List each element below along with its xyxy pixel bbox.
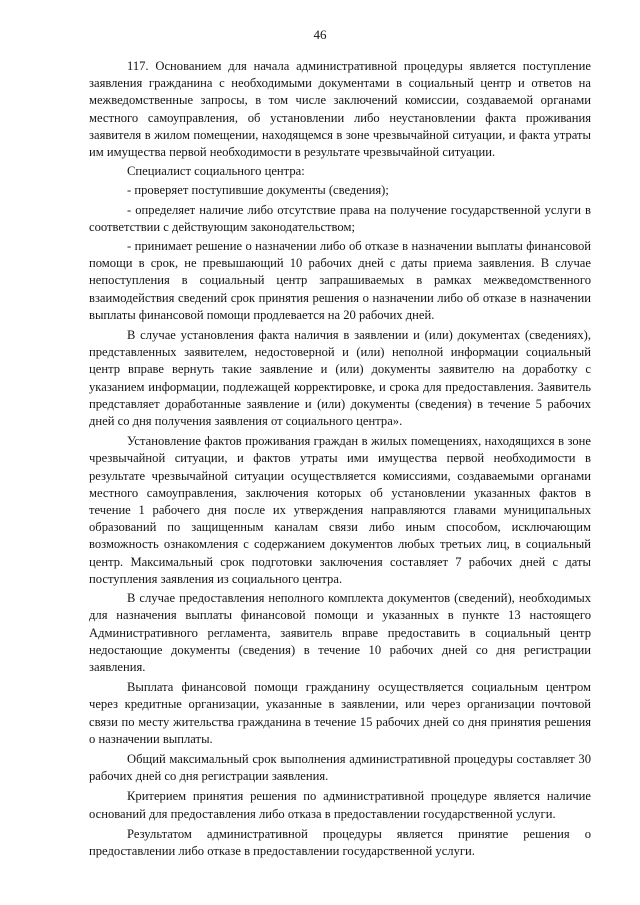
list-item-make-decision: - принимает решение о назначении либо об отказе в назначении выплаты финансовой помощи в срок, не превышающий 10 рабочих дней с даты приема заявления. В случае непоступления в социальный центр запрашиваемых в рамках межведомственного взаимодействия сведений срок принятия решения о назначении либо об отказе в назначении выплаты финансовой помощи продлевается на 20 рабочих дней. — [89, 239, 591, 322]
paragraph-max-duration: Общий максимальный срок выполнения административной процедуры составляет 30 рабочих дней со дня регистрации заявления. — [89, 751, 591, 784]
document-body — [89, 58, 591, 862]
list-item-determine-right: - определяет наличие либо отсутствие права на получение государственной услуги в соответствии с действующим законодательством; — [89, 202, 591, 234]
paragraph-payment: Выплата финансовой помощи гражданину осуществляется социальным центром через кредитные организации, указанные в заявлении, или через организации почтовой связи по месту жительства гражданина в течение 15 рабочих дней со дня принятия решения о назначении выплаты. — [89, 680, 591, 746]
page-number: 46 — [313, 27, 327, 42]
paragraph-specialist: Специалист социального центра: — [127, 164, 305, 179]
paragraph-incomplete-documents: В случае предоставления неполного комплекта документов (сведений), необходимых для назначения выплаты финансовой помощи и указанных в пункте 13 настоящего Административного регламента, заявитель вправе предоставить в социальный центр недостающие документы (сведения) в течение 10 рабочих дней со дня регистрации заявления. — [89, 591, 591, 674]
paragraph-117: 117. Основанием для начала административной процедуры является поступление заявления гражданина с необходимыми документами в социальный центр и ответов на межведомственные запросы, в том числе заключений комиссии, создаваемой органами местного самоуправления, об установлении либо неустановлении факта проживания заявителя в жилом помещении, находящемся в зоне чрезвычайной ситуации, и факта утраты им имущества первой необходимости в результате чрезвычайной ситуации. — [89, 59, 591, 160]
list-item-check-documents: - проверяет поступившие документы (сведения); — [127, 183, 389, 198]
paragraph-result: Результатом административной процедуры является принятие решения о предоставлении либо отказе в предоставлении государственной услуги. — [89, 826, 591, 858]
paragraph-decision-criterion: Критерием принятия решения по административной процедуре является наличие оснований для предоставления либо отказа в предоставлении государственной услуги. — [89, 789, 591, 821]
paragraph-return-for-revision: В случае установления факта наличия в заявлении и (или) документах (сведениях), представленных заявителем, недостоверной и (или) неполной информации социальный центр вправе вернуть такие заявление и (или) документы заявителю на доработку с указанием информации, подлежащей корректировке, и срока для предоставления. Заявитель представляет доработанные заявление и (или) документы (сведения) в течение 5 рабочих дней со дня получения заявления от социального центра». — [89, 328, 591, 429]
paragraph-commission-facts: Установление фактов проживания граждан в жилых помещениях, находящихся в зоне чрезвычайной ситуации, и фактов утраты ими имущества первой необходимости в результате чрезвычайной ситуации осуществляется комиссиями, создаваемыми органами местного самоуправления, заключения которых об установлении указанных фактов в течение 1 рабочего дня после их утверждения направляются главами муниципальных образований по защищенным каналам связи либо иным способом, исключающим возможность ознакомления с содержанием документов любых третьих лиц, в социальный центр. Максимальный срок подготовки заключения составляет 7 рабочих дней с даты поступления заявления из социального центра. — [89, 434, 591, 586]
